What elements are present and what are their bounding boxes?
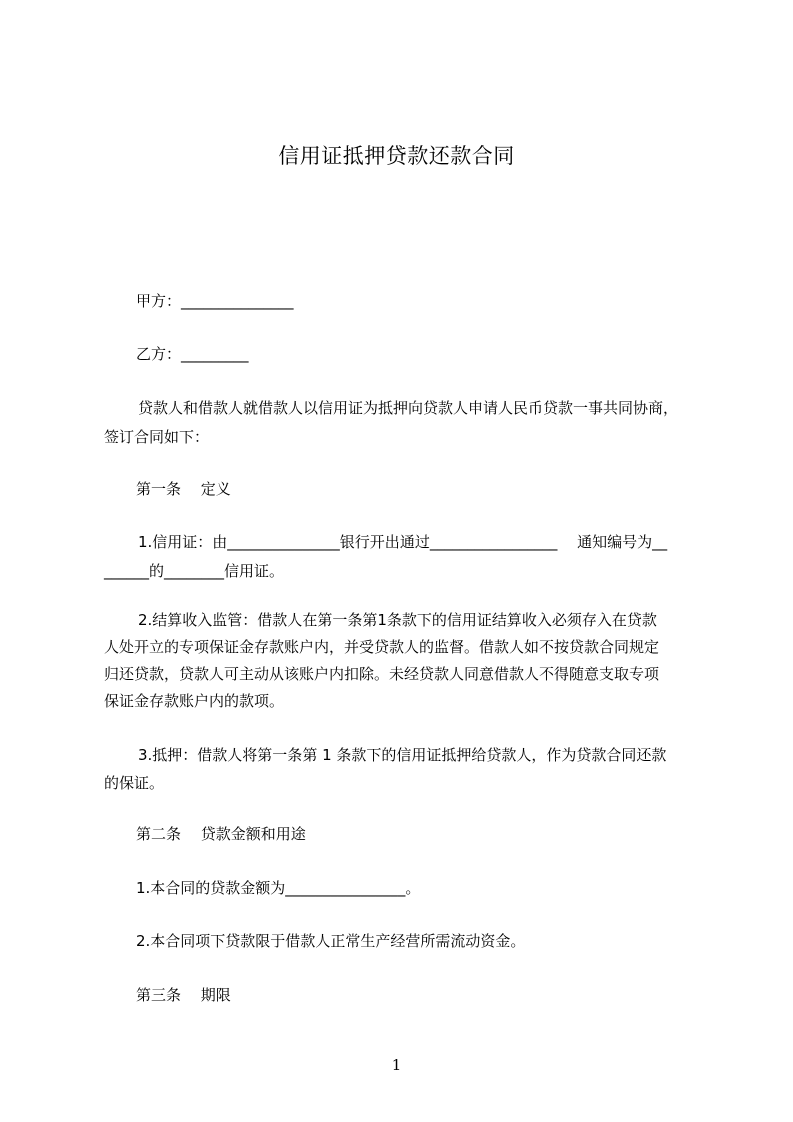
article-1-item-2-line-1: 2.结算收入监管：借款人在第一条第1条款下的信用证结算收入必须存入在贷款 — [138, 611, 657, 629]
article-1-item-1-line-1: 1.信用证：由_______________银行开出通过_________________ 通知编号为__ — [138, 533, 668, 551]
article-1-item-2-line-2: 人处开立的专项保证金存款账户内，并受贷款人的监督。借款人如不按贷款合同规定 — [104, 638, 660, 656]
article-1-item-1-line-2: ______的________信用证。 — [104, 562, 285, 580]
page-number: 1 — [391, 1056, 402, 1074]
article-1-item-2-line-3: 归还贷款，贷款人可主动从该账户内扣除。未经贷款人同意借款人不得随意支取专项 — [104, 665, 660, 683]
article-1-item-3-line-1: 3.抵押：借款人将第一条第 1 条款下的信用证抵押给贷款人，作为贷款合同还款 — [138, 746, 667, 764]
article-3-heading: 第三条 期限 — [136, 986, 231, 1004]
party-b-line: 乙方：_________ — [136, 345, 249, 363]
document-title: 信用证抵押贷款还款合同 — [278, 144, 515, 168]
article-2-heading: 第二条 贷款金额和用途 — [136, 825, 306, 843]
article-2-item-1: 1.本合同的贷款金额为________________。 — [136, 879, 421, 897]
intro-line-1: 贷款人和借款人就借款人以信用证为抵押向贷款人申请人民币贷款一事共同协商， — [138, 399, 679, 417]
article-1-item-2-line-4: 保证金存款账户内的款项。 — [104, 692, 285, 710]
article-1-item-3-line-2: 的保证。 — [104, 774, 165, 792]
intro-line-2: 签订合同如下： — [104, 428, 210, 446]
article-1-heading: 第一条 定义 — [136, 480, 231, 498]
article-2-item-2: 2.本合同项下贷款限于借款人正常生产经营所需流动资金。 — [136, 932, 526, 950]
party-a-line: 甲方：_______________ — [136, 292, 294, 310]
